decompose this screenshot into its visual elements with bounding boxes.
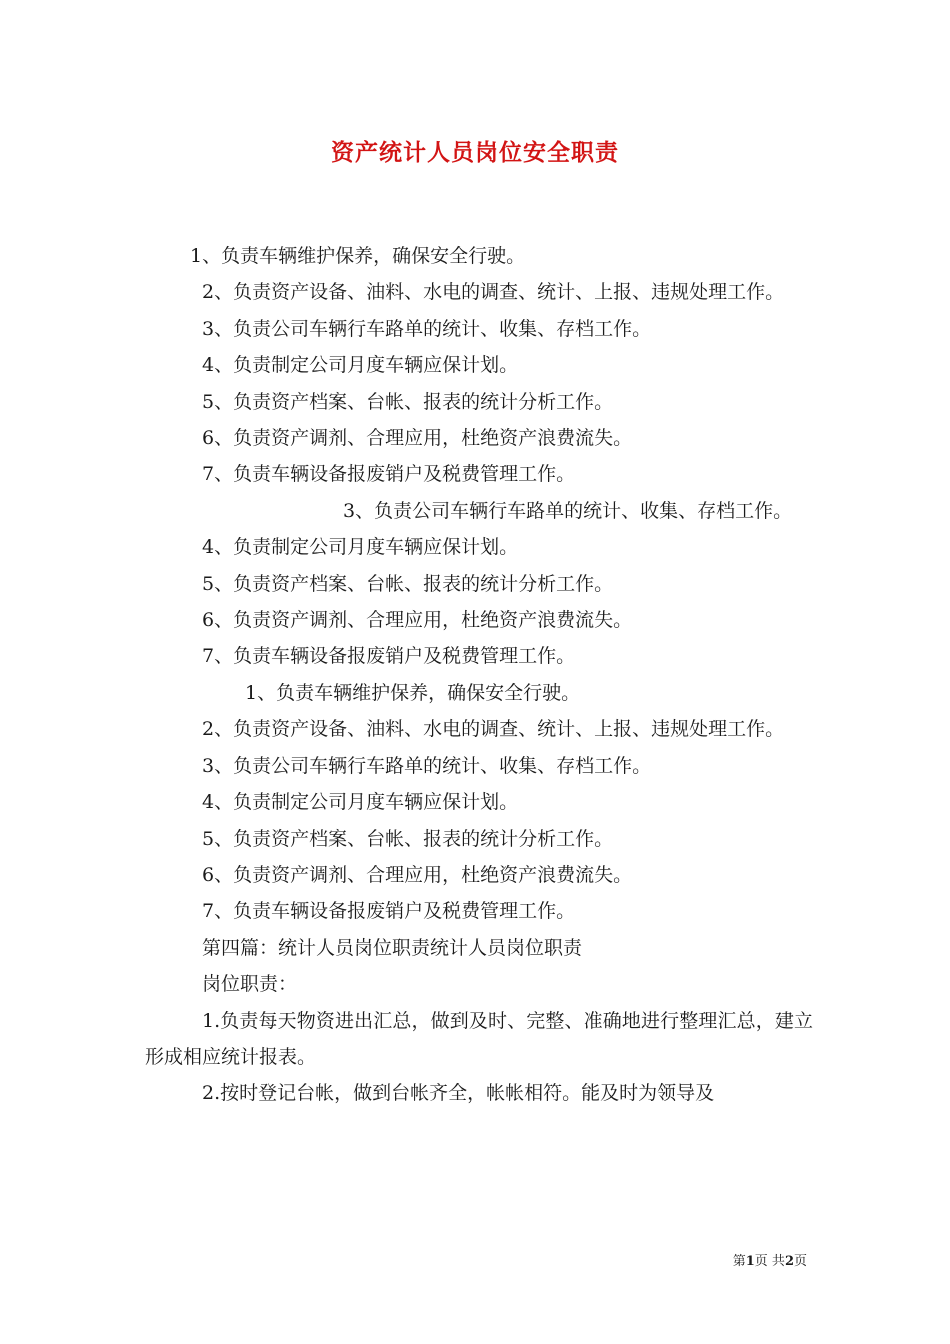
paragraph: 3、负责公司车辆行车路单的统计、收集、存档工作。	[202, 317, 652, 340]
paragraph: 6、负责资产调剂、合理应用，杜绝资产浪费流失。	[202, 863, 633, 886]
paragraph: 4、负责制定公司月度车辆应保计划。	[202, 354, 519, 377]
paragraph: 2、负责资产设备、油料、水电的调查、统计、上报、违规处理工作。	[202, 281, 785, 304]
section-heading: 第四篇：统计人员岗位职责统计人员岗位职责	[202, 936, 583, 959]
paragraph: 5、负责资产档案、台帐、报表的统计分析工作。	[202, 390, 614, 413]
paragraph: 4、负责制定公司月度车辆应保计划。	[202, 536, 519, 559]
paragraph: 3、负责公司车辆行车路单的统计、收集、存档工作。	[343, 499, 793, 522]
paragraph: 6、负责资产调剂、合理应用，杜绝资产浪费流失。	[202, 427, 633, 450]
paragraph: 6、负责资产调剂、合理应用，杜绝资产浪费流失。	[202, 609, 633, 632]
paragraph: 7、负责车辆设备报废销户及税费管理工作。	[202, 463, 576, 486]
paragraph: 7、负责车辆设备报废销户及税费管理工作。	[202, 645, 576, 668]
paragraph: 岗位职责：	[202, 973, 298, 996]
document-body	[145, 238, 813, 1112]
page-footer	[733, 1250, 807, 1269]
paragraph: 5、负责资产档案、台帐、报表的统计分析工作。	[202, 572, 614, 595]
page-title: 资产统计人员岗位安全职责	[331, 139, 619, 166]
paragraph: 1、负责车辆维护保养，确保安全行驶。	[190, 245, 526, 267]
footer-suffix: 页	[793, 1254, 807, 1269]
paragraph: 2、负责资产设备、油料、水电的调查、统计、上报、违规处理工作。	[202, 718, 785, 741]
paragraph: 3、负责公司车辆行车路单的统计、收集、存档工作。	[202, 754, 652, 777]
footer-total-pages: 2	[784, 1254, 794, 1269]
paragraph: 4、负责制定公司月度车辆应保计划。	[202, 791, 519, 814]
paragraph: 1.负责每天物资进出汇总，做到及时、完整、准确地进行整理汇总，建立形成相应统计报表。	[145, 1009, 813, 1068]
paragraph: 7、负责车辆设备报废销户及税费管理工作。	[202, 900, 576, 923]
paragraph: 2.按时登记台帐，做到台帐齐全，帐帐相符。能及时为领导及	[202, 1082, 715, 1105]
footer-middle: 页 共	[754, 1254, 785, 1269]
footer-page-number: 1	[745, 1254, 755, 1269]
footer-prefix: 第	[732, 1254, 746, 1269]
paragraph: 1、负责车辆维护保养，确保安全行驶。	[245, 681, 581, 704]
paragraph: 5、负责资产档案、台帐、报表的统计分析工作。	[202, 827, 614, 850]
